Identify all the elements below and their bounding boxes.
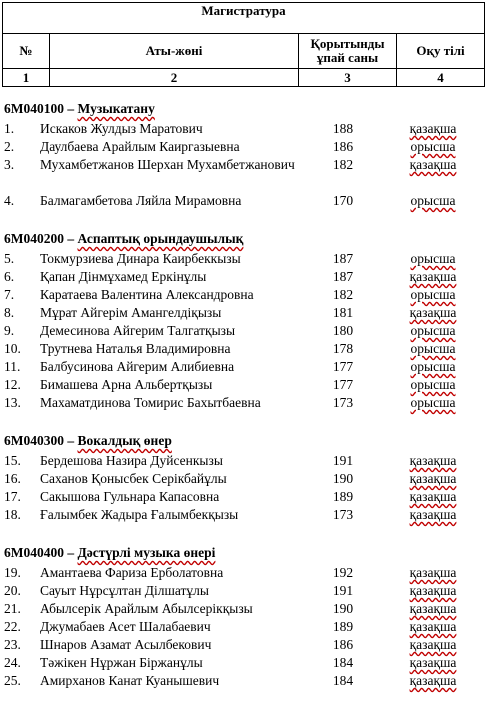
row-number: 24.	[4, 655, 21, 670]
row-number: 23.	[4, 637, 21, 652]
list-item	[0, 304, 489, 322]
list-item	[0, 156, 489, 192]
program-title: 6М040200 – Аспаптық орындаушылық	[4, 231, 244, 246]
total-score: 173	[332, 507, 354, 522]
total-score: 177	[332, 359, 354, 374]
list-item	[0, 672, 489, 690]
student-name: Трутнева Наталья Владимировна	[40, 341, 231, 356]
list-item	[0, 506, 489, 524]
total-score: 170	[332, 193, 354, 208]
study-language: орысша	[410, 139, 456, 154]
list-item	[0, 564, 489, 582]
study-language: орысша	[410, 359, 456, 374]
study-language: қазақша	[409, 655, 457, 670]
total-score: 177	[332, 377, 354, 392]
row-number: 25.	[4, 673, 21, 688]
student-name: Каратаева Валентина Александровна	[40, 287, 254, 302]
student-name: Шнаров Азамат Асылбекович	[40, 637, 212, 652]
total-score: 173	[332, 395, 354, 410]
column-header-name: Аты-жөні	[50, 34, 299, 69]
student-name: Абылсерік Арайлым Абылсерікқызы	[40, 601, 253, 616]
total-score: 188	[332, 121, 354, 136]
column-index: 1	[3, 69, 50, 87]
program-name: Вокалдық өнер	[77, 433, 172, 448]
row-number: 9.	[4, 323, 15, 338]
list-item	[0, 286, 489, 304]
column-header-number: №	[3, 34, 50, 69]
row-number: 2.	[4, 139, 15, 154]
row-number: 6.	[4, 269, 15, 284]
total-score: 186	[332, 139, 354, 154]
header-table	[2, 2, 485, 87]
study-language: қазақша	[409, 471, 457, 486]
study-language: орысша	[410, 251, 456, 266]
row-number: 5.	[4, 251, 15, 266]
total-score: 192	[332, 565, 354, 580]
study-language: қазақша	[409, 583, 457, 598]
student-name: Мухамбетжанов Шерхан Мухамбетжанович	[40, 157, 295, 172]
study-language: қазақша	[409, 619, 457, 634]
study-language: орысша	[410, 193, 456, 208]
total-score: 187	[332, 251, 354, 266]
row-number: 12.	[4, 377, 21, 392]
row-number: 19.	[4, 565, 21, 580]
study-language: қазақша	[409, 269, 457, 284]
study-language: орысша	[410, 287, 456, 302]
program-section	[0, 228, 489, 412]
study-language: қазақша	[409, 453, 457, 468]
list-item	[0, 600, 489, 618]
row-number: 11.	[4, 359, 21, 374]
row-number: 1.	[4, 121, 15, 136]
study-language: қазақша	[409, 121, 457, 136]
total-score: 189	[332, 489, 354, 504]
table-title: Магистратура	[3, 3, 485, 34]
total-score: 180	[332, 323, 354, 338]
total-score: 182	[332, 287, 354, 302]
row-number: 13.	[4, 395, 21, 410]
student-name: Махаматдинова Томирис Бахытбаевна	[40, 395, 261, 410]
student-name: Джумабаев Асет Шалабаевич	[40, 619, 211, 634]
list-item	[0, 636, 489, 654]
total-score: 184	[332, 673, 354, 688]
student-name: Сакышова Гульнара Капасовна	[40, 489, 220, 504]
column-header-language: Оқу тілі	[397, 34, 485, 69]
program-name: Аспаптық орындаушылық	[77, 231, 244, 246]
row-number: 10.	[4, 341, 21, 356]
program-code: 6М040200	[4, 231, 64, 246]
row-number: 17.	[4, 489, 21, 504]
student-name: Тәжікен Нұржан Біржанұлы	[40, 655, 203, 670]
program-title: 6М040300 – Вокалдық өнер	[4, 433, 172, 448]
column-header-score: Қорытынды ұпай саны	[299, 34, 397, 69]
program-name: Дәстүрлі музыка өнері	[77, 545, 216, 560]
study-language: қазақша	[409, 305, 457, 320]
total-score: 191	[332, 583, 354, 598]
student-name: Мұрат Айгерім Амангелдіқызы	[40, 305, 222, 320]
student-name: Даулбаева Арайлым Каиргазыевна	[40, 139, 240, 154]
student-name: Балбусинова Айгерим Алибиевна	[40, 359, 235, 374]
total-score: 189	[332, 619, 354, 634]
list-item	[0, 340, 489, 358]
total-score: 181	[332, 305, 354, 320]
study-language: орысша	[410, 341, 456, 356]
list-item	[0, 322, 489, 340]
program-name: Музыкатану	[77, 101, 155, 116]
list-item	[0, 654, 489, 672]
study-language: қазақша	[409, 157, 457, 172]
list-item	[0, 618, 489, 636]
student-name: Балмагамбетова Ляйла Мирамовна	[40, 193, 242, 208]
row-number: 22.	[4, 619, 21, 634]
student-name: Ғалымбек Жадыра Ғалымбекқызы	[40, 507, 239, 522]
program-section	[0, 98, 489, 210]
student-name: Амантаева Фариза Ерболатовна	[40, 565, 224, 580]
study-language: қазақша	[409, 507, 457, 522]
study-language: қазақша	[409, 637, 457, 652]
student-name: Бимашева Арна Альбертқызы	[40, 377, 213, 392]
list-item	[0, 376, 489, 394]
student-name: Қапан Дінмұхамед Еркінұлы	[40, 269, 207, 284]
study-language: орысша	[410, 323, 456, 338]
student-name: Саханов Қонысбек Серікбайұлы	[40, 471, 227, 486]
column-index: 2	[50, 69, 299, 87]
program-code: 6М040300	[4, 433, 64, 448]
program-title: 6М040100 – Музыкатану	[4, 101, 155, 116]
list-item	[0, 452, 489, 470]
study-language: қазақша	[409, 565, 457, 580]
student-name: Бердешова Назира Дуйсенкызы	[40, 453, 223, 468]
row-number: 15.	[4, 453, 21, 468]
total-score: 187	[332, 269, 354, 284]
list-item	[0, 192, 489, 210]
row-number: 21.	[4, 601, 21, 616]
student-name: Амирханов Канат Куанышевич	[40, 673, 220, 688]
program-code: 6М040400	[4, 545, 64, 560]
study-language: орысша	[410, 377, 456, 392]
student-list	[0, 98, 489, 708]
total-score: 190	[332, 471, 354, 486]
row-number: 7.	[4, 287, 15, 302]
total-score: 182	[332, 157, 354, 172]
program-section	[0, 542, 489, 690]
program-section	[0, 430, 489, 524]
study-language: орысша	[410, 395, 456, 410]
list-item	[0, 358, 489, 376]
list-item	[0, 394, 489, 412]
list-item	[0, 250, 489, 268]
program-title: 6М040400 – Дәстүрлі музыка өнері	[4, 545, 216, 560]
row-number: 20.	[4, 583, 21, 598]
list-item	[0, 488, 489, 506]
total-score: 184	[332, 655, 354, 670]
column-index: 3	[299, 69, 397, 87]
total-score: 190	[332, 601, 354, 616]
study-language: қазақша	[409, 673, 457, 688]
row-number: 8.	[4, 305, 15, 320]
student-name: Искаков Жулдыз Маратович	[40, 121, 203, 136]
total-score: 186	[332, 637, 354, 652]
program-code: 6М040100	[4, 101, 64, 116]
student-name: Токмурзиева Динара Каирбеккызы	[40, 251, 241, 266]
row-number: 3.	[4, 157, 15, 172]
list-item	[0, 268, 489, 286]
total-score: 178	[332, 341, 354, 356]
total-score: 191	[332, 453, 354, 468]
list-item	[0, 582, 489, 600]
row-number: 16.	[4, 471, 21, 486]
column-index: 4	[397, 69, 485, 87]
student-name: Демесинова Айгерим Талгатқызы	[40, 323, 236, 338]
row-number: 4.	[4, 193, 15, 208]
study-language: қазақша	[409, 489, 457, 504]
list-item	[0, 470, 489, 488]
row-number: 18.	[4, 507, 21, 522]
list-item	[0, 120, 489, 138]
student-name: Сауыт Нұрсұлтан Ділшатұлы	[40, 583, 209, 598]
list-item	[0, 138, 489, 156]
study-language: қазақша	[409, 601, 457, 616]
